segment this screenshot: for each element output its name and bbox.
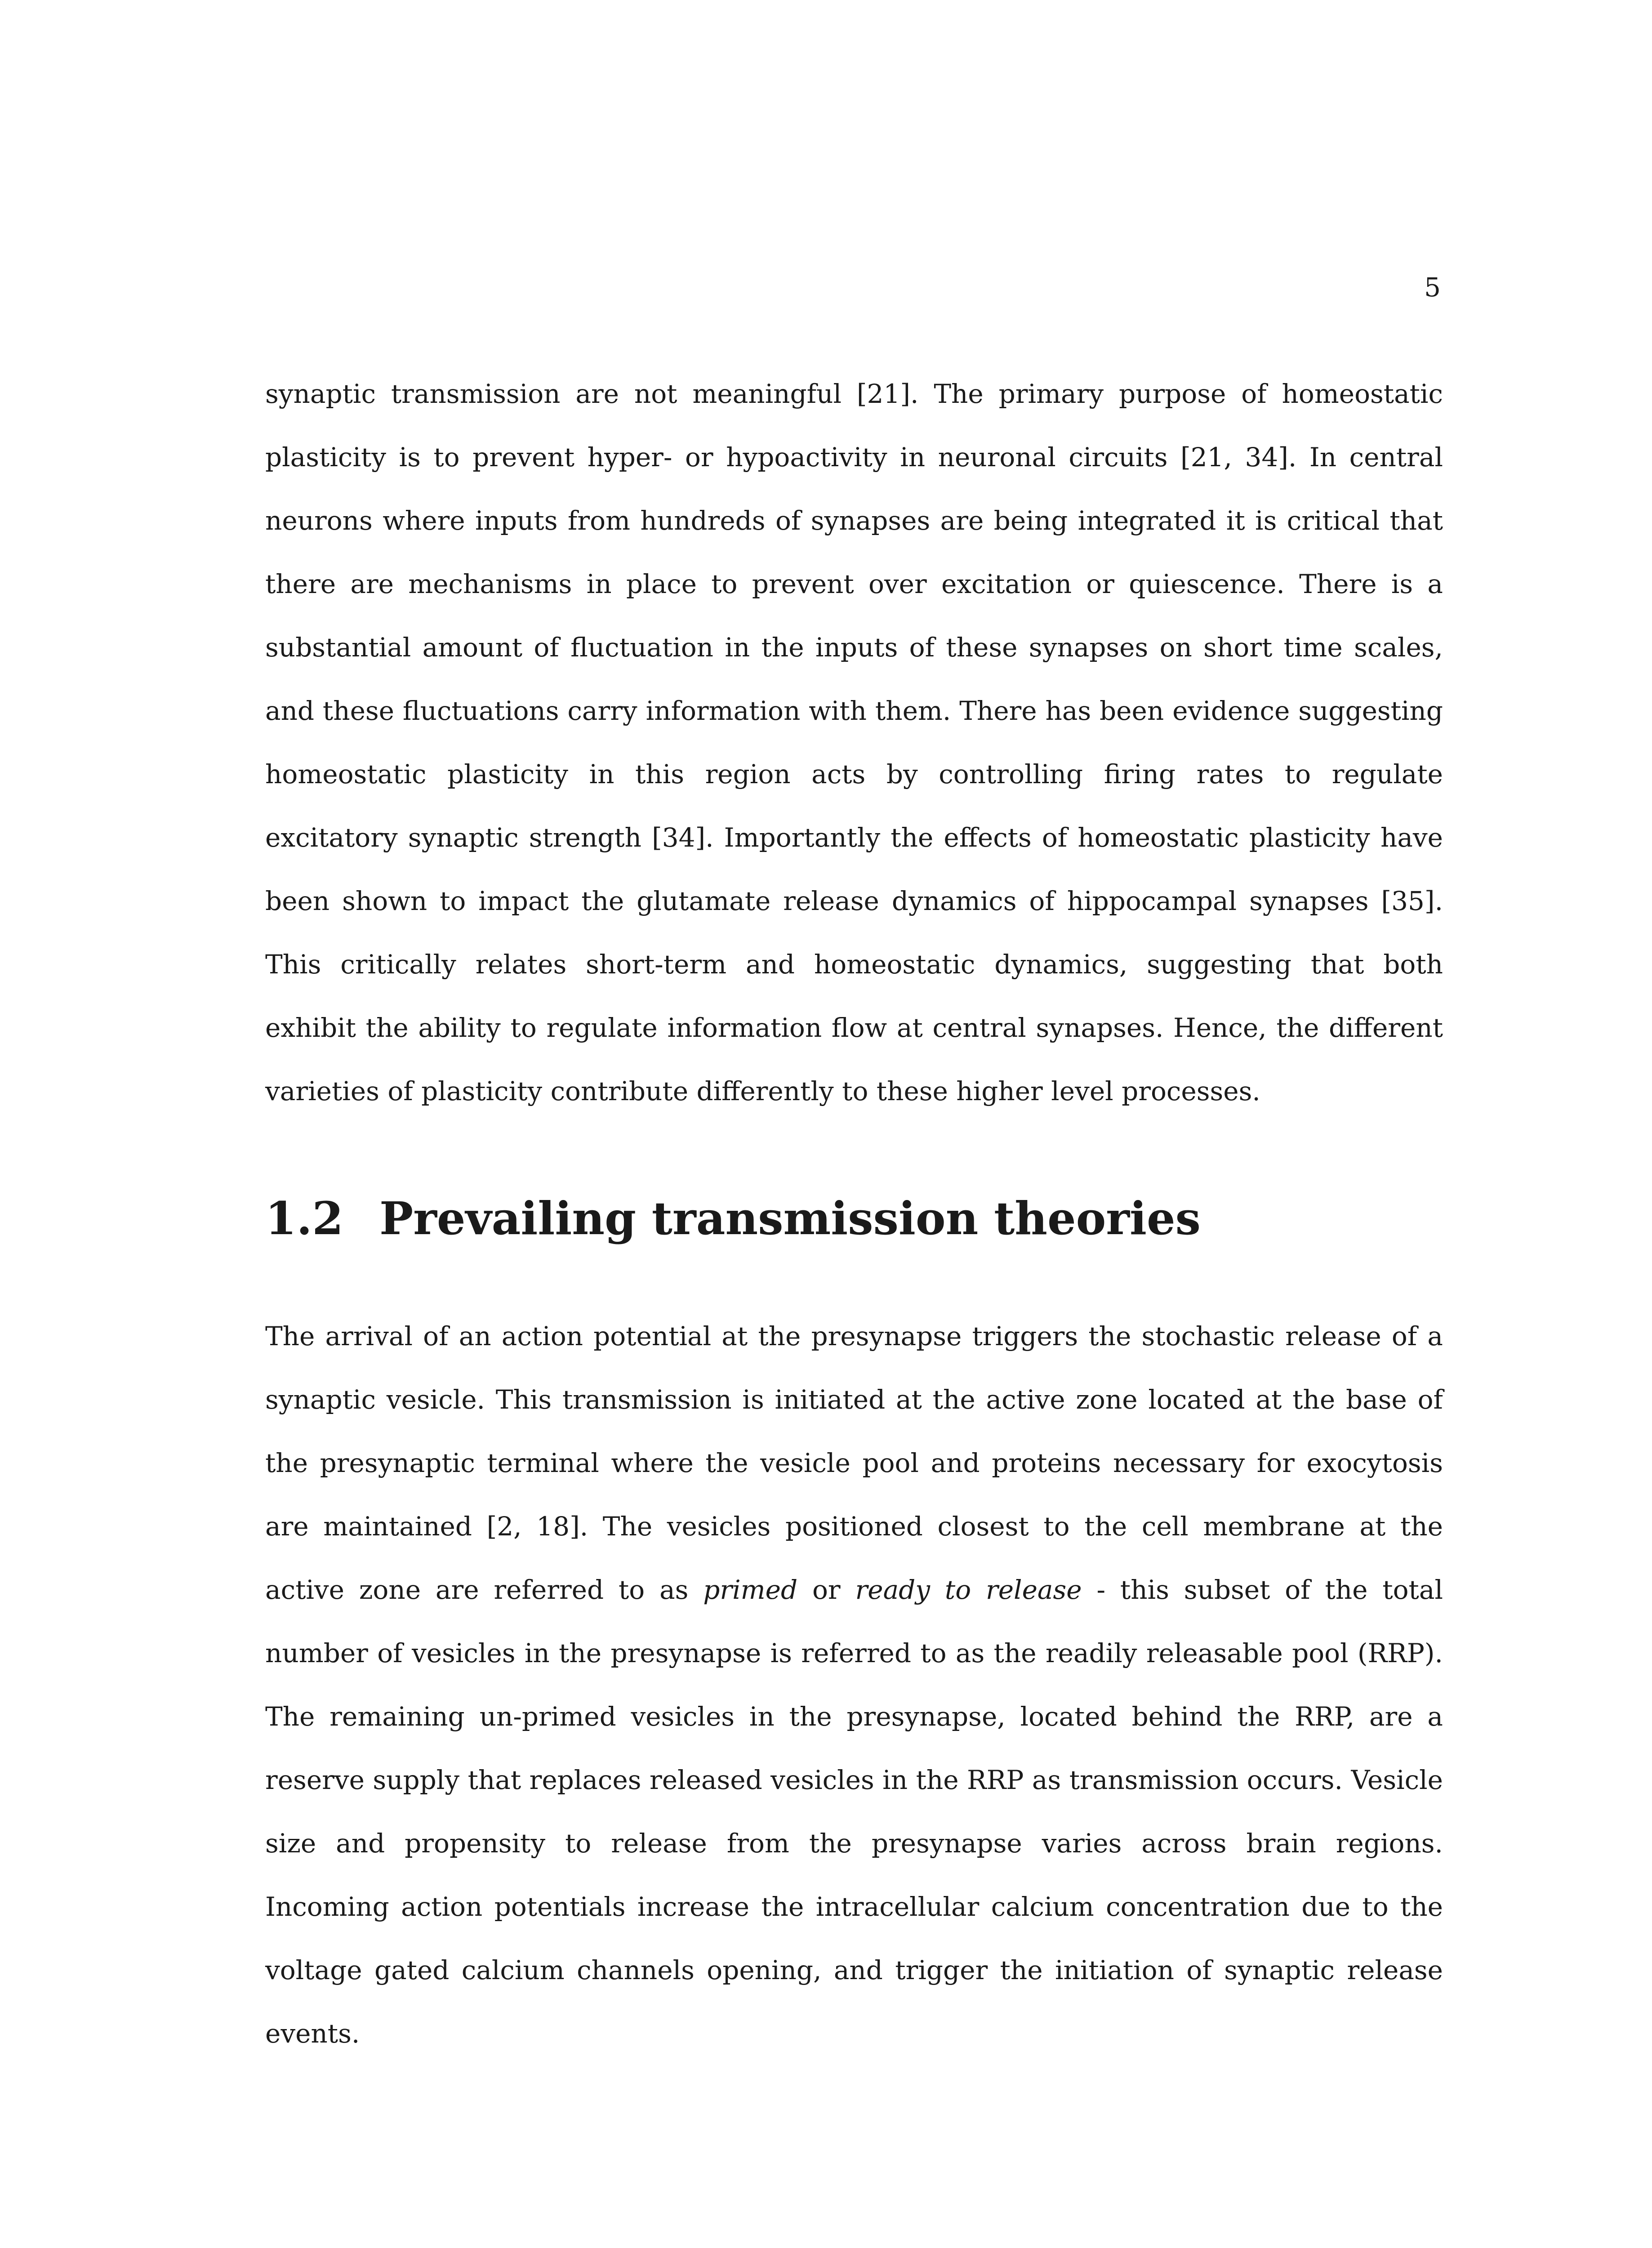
italic-term: ready to release bbox=[855, 1574, 1082, 1605]
page-number: 5 bbox=[1424, 272, 1441, 303]
paragraph-text: or bbox=[797, 1574, 855, 1605]
paragraph-text: - this subset of the total number of vesicles in the presynapse is referred to as the readily releasable pool (RRP). The remaining un-primed vesicles in the presynapse, located behind the RRP, are a reserve supply that replaces released vesicles in the RRP as transmission occurs. Vesicle size and propensity to release from the presynapse varies across brain regions. Incoming action potentials increase the intracellular calcium concentration due to the voltage gated calcium channels opening, and trigger the initiation of synaptic release events. bbox=[265, 1574, 1443, 2049]
body-paragraph: synaptic transmission are not meaningful [21]. The primary purpose of homeostatic plasticity is to prevent hyper- or hypoactivity in neuronal circuits [21, 34]. In central neurons where inputs from hundreds of synapses are being integrated it is critical that there are mechanisms in place to prevent over excitation or quiescence. There is a substantial amount of fluctuation in the inputs of these synapses on short time scales, and these fluctuations carry information with them. There has been evidence suggesting homeostatic plasticity in this region acts by controlling firing rates to regulate excitatory synaptic strength [34]. Importantly the effects of homeostatic plasticity have been shown to impact the glutamate release dynamics of hippocampal synapses [35]. This critically relates short-term and homeostatic dynamics, suggesting that both exhibit the ability to regulate information flow at central synapses. Hence, the different varieties of plasticity contribute differently to these higher level processes. bbox=[265, 379, 1443, 1106]
section-heading bbox=[265, 1191, 1201, 1245]
section-number: 1.2 bbox=[265, 1192, 343, 1245]
paragraph-text: The arrival of an action potential at the presynapse triggers the stochastic release of a synaptic vesicle. This transmission is initiated at the active zone located at the base of the presynaptic terminal where the vesicle pool and proteins necessary for exocytosis are maintained [2, 18]. The vesicles positioned closest to the cell membrane at the active zone are referred to as bbox=[265, 1321, 1443, 1605]
italic-term: primed bbox=[703, 1574, 798, 1605]
body-paragraph bbox=[265, 1305, 1443, 2065]
section-title: Prevailing transmission theories bbox=[379, 1192, 1201, 1245]
